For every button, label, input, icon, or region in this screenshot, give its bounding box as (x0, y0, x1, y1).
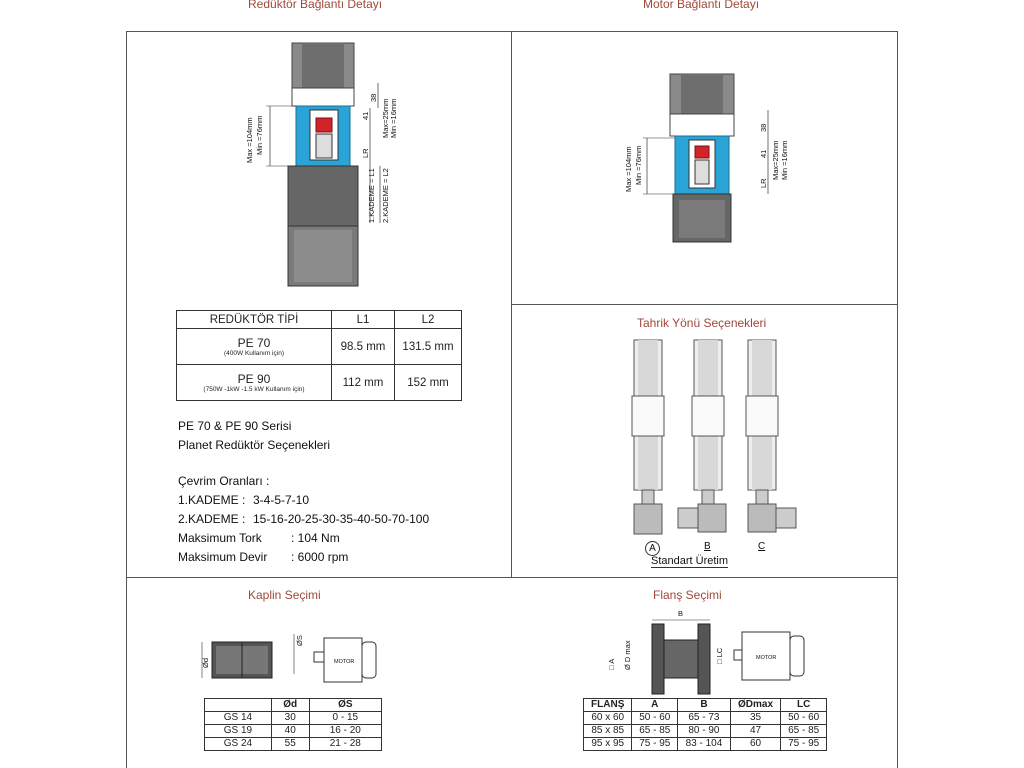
cell: 50 - 60 (781, 712, 827, 725)
dim-min16: Min =16mm (780, 140, 789, 180)
dim-max-label: Max =104mm (245, 117, 254, 163)
dim-38: 38 (759, 123, 768, 132)
dim-min-label: Min =76mm (634, 145, 643, 185)
dim-os: ØS (295, 635, 304, 646)
dim-max25: Max=25mm (771, 140, 780, 180)
drive-option-a (632, 340, 664, 534)
frame-divider-bottom (126, 577, 898, 578)
torque-label: Maksimum Tork (178, 531, 262, 545)
title-motor-connection: Motor Bağlantı Detayı (643, 0, 760, 11)
reductor-table (176, 310, 462, 401)
table-row (205, 712, 382, 725)
drive-options-drawing (620, 338, 800, 548)
dim-max25: Max=25mm (381, 98, 390, 138)
reductor-note: (750W -1kW -1.5 kW Kullanım için) (203, 386, 305, 393)
dim-lr: LR (759, 178, 768, 188)
cell: 50 - 60 (632, 712, 678, 725)
series-title: PE 70 & PE 90 Serisi (178, 419, 292, 433)
dim-lc: □ LC (715, 647, 724, 664)
stage1-label: 1.KADEME : (178, 493, 246, 507)
cell: 85 x 85 (584, 725, 632, 738)
title-drive-direction: Tahrik Yönü Seçenekleri (637, 316, 767, 330)
header-b: B (678, 699, 731, 712)
dim-41: 41 (759, 149, 768, 158)
dim-max-label: Max =104mm (624, 146, 633, 192)
coupling-motor-label: MOTOR (334, 659, 355, 665)
table-row (177, 329, 462, 365)
dim-b: B (678, 609, 684, 618)
title-reductor-connection: Redüktör Bağlantı Detayı (248, 0, 383, 11)
cell: 21 - 28 (309, 738, 381, 751)
reductor-l2: 131.5 mm (395, 329, 462, 365)
cell: 0 - 15 (309, 712, 381, 725)
motor-drawing (615, 70, 815, 260)
coupling-red (316, 118, 332, 132)
title-flange: Flanş Seçimi (653, 588, 722, 602)
stage2-label: 2.KADEME : (178, 512, 246, 526)
cell: GS 19 (205, 725, 272, 738)
header-type: REDÜKTÖR TİPİ (177, 311, 332, 329)
cell: 60 (730, 738, 781, 751)
drive-option-c (746, 340, 796, 532)
frame-right (897, 31, 898, 768)
dim-min-label: Min =76mm (255, 115, 264, 155)
flange-table (583, 698, 827, 751)
cell: 83 - 104 (678, 738, 731, 751)
dim-stage2: 2.KADEME = L2 (381, 168, 390, 223)
dim-38: 38 (369, 93, 378, 102)
dim-a: □ A (607, 658, 616, 670)
flange-left-plate (652, 624, 664, 694)
dim-od: Ød (201, 657, 210, 668)
title-coupling: Kaplin Seçimi (248, 588, 321, 602)
header-flange: FLANŞ (584, 699, 632, 712)
stage2-values: 15-16-20-25-30-35-40-50-70-100 (253, 512, 430, 526)
torque-value: : 104 Nm (291, 531, 340, 545)
table-row (205, 725, 382, 738)
cell: 65 - 85 (781, 725, 827, 738)
cell: 80 - 90 (678, 725, 731, 738)
table-header-row (177, 311, 462, 329)
frame-left (126, 31, 127, 768)
reductor-type: PE 90 (237, 372, 271, 386)
reductor-type: PE 70 (237, 336, 271, 350)
cell: GS 14 (205, 712, 272, 725)
dim-lr: LR (361, 148, 370, 158)
reductor-l1: 98.5 mm (332, 329, 395, 365)
coupling-drawing (196, 628, 386, 694)
cell: 95 x 95 (584, 738, 632, 751)
flange-motor-label: MOTOR (756, 655, 777, 661)
cell: 35 (730, 712, 781, 725)
table-header-row (584, 699, 827, 712)
stage1-values: 3-4-5-7-10 (253, 493, 310, 507)
table-row (177, 365, 462, 401)
reductor-l1: 112 mm (332, 365, 395, 401)
frame-top (126, 31, 898, 32)
dim-min16: Min =16mm (389, 98, 398, 138)
coupling-red (695, 146, 709, 158)
cell: 55 (271, 738, 309, 751)
reductor-note: (400W Kullanım için) (224, 350, 284, 357)
drive-label-b: B (704, 541, 711, 552)
header-os: ØS (309, 699, 381, 712)
cell: 75 - 95 (781, 738, 827, 751)
drive-label-c: C (758, 541, 766, 552)
cell: 47 (730, 725, 781, 738)
drive-label-a: A (645, 541, 660, 556)
cell: 30 (271, 712, 309, 725)
standard-label: Standart Üretim (651, 555, 729, 567)
coupling-table (204, 698, 382, 751)
cell: 75 - 95 (632, 738, 678, 751)
table-row (584, 738, 827, 751)
dim-stage1: 1.KADEME = L1 (367, 168, 376, 223)
cell: 16 - 20 (309, 725, 381, 738)
header-a: A (632, 699, 678, 712)
header-kaplin (205, 699, 272, 712)
flange-body (664, 640, 698, 678)
header-lc: LC (781, 699, 827, 712)
header-dmax: ØDmax (730, 699, 781, 712)
cell: 65 - 85 (632, 725, 678, 738)
frame-divider-right-mid (511, 304, 898, 305)
dim-dmax: Ø D max (623, 640, 632, 670)
table-header-row (205, 699, 382, 712)
header-od: Ød (271, 699, 309, 712)
flange-drawing (600, 606, 820, 698)
cell: 65 - 73 (678, 712, 731, 725)
header-l1: L1 (332, 311, 395, 329)
ratios-title: Çevrim Oranları : (178, 474, 270, 488)
cell: 40 (271, 725, 309, 738)
speed-value: : 6000 rpm (291, 550, 349, 564)
speed-label: Maksimum Devir (178, 550, 268, 564)
table-row (205, 738, 382, 751)
gearbox-top (288, 166, 358, 226)
table-row (584, 712, 827, 725)
reductor-l2: 152 mm (395, 365, 462, 401)
reductor-drawing (230, 38, 430, 298)
cell: 60 x 60 (584, 712, 632, 725)
drive-option-b (678, 340, 726, 532)
flange-right-plate (698, 624, 710, 694)
dim-41: 41 (361, 111, 370, 120)
header-l2: L2 (395, 311, 462, 329)
cell: GS 24 (205, 738, 272, 751)
series-subtitle: Planet Redüktör Seçenekleri (178, 438, 331, 452)
table-row (584, 725, 827, 738)
